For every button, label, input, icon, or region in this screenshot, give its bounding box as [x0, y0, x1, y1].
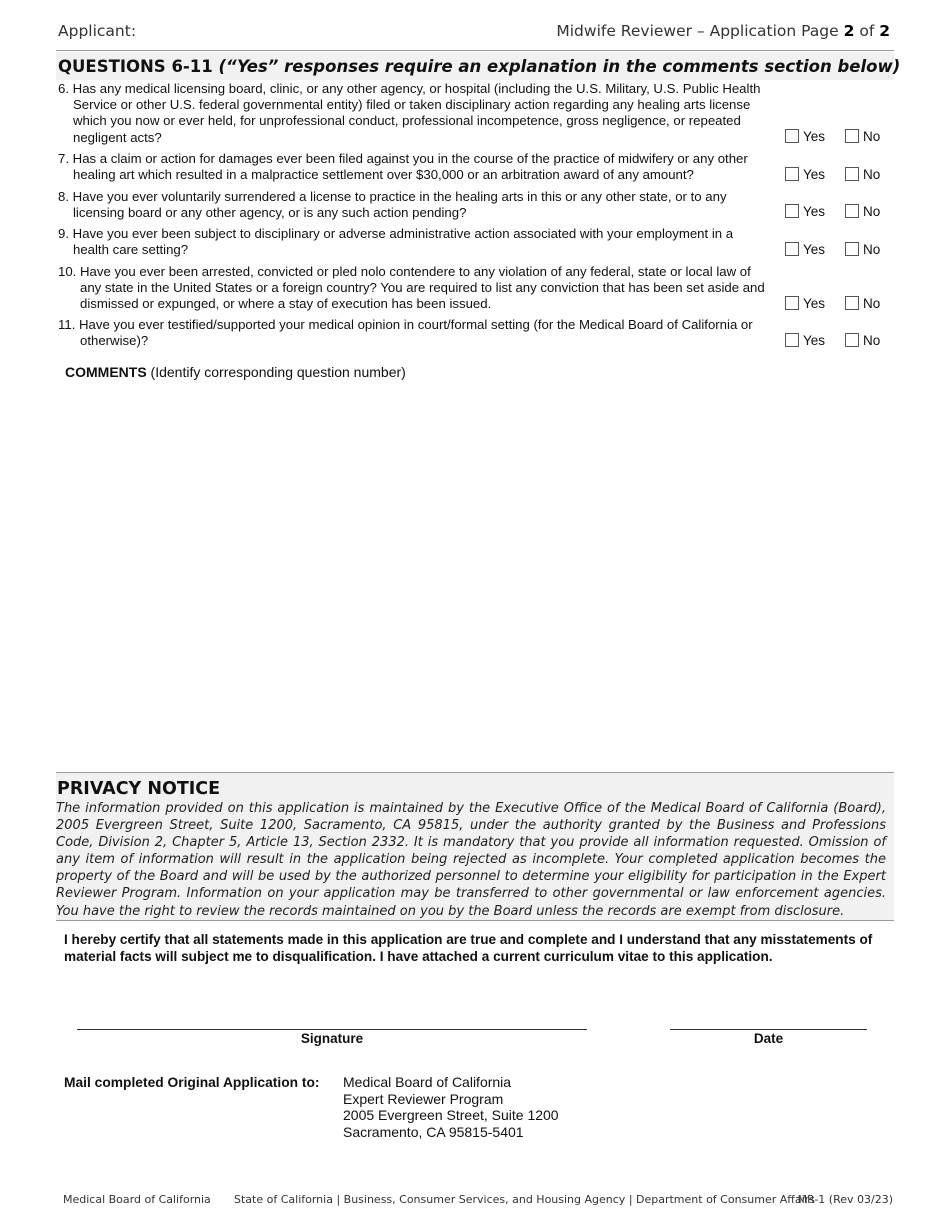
no-label: No [863, 242, 881, 257]
question-9-no[interactable] [845, 242, 880, 258]
mail-address-line: Medical Board of California [343, 1074, 512, 1090]
yes-label: Yes [803, 129, 826, 144]
question-7-yes[interactable] [785, 167, 825, 183]
checkbox-no[interactable] [845, 129, 859, 143]
yes-label: Yes [803, 296, 826, 311]
question-8 [58, 189, 770, 221]
question-11 [58, 317, 770, 349]
questions-title-italic: (“Yes” responses require an explanation in the comments section below) [218, 57, 901, 76]
no-label: No [863, 296, 881, 311]
question-7-body [58, 151, 770, 183]
question-10-body [58, 264, 770, 313]
date-label: Date [753, 1031, 784, 1046]
questions-title [58, 57, 900, 76]
question-text: Have you ever been subject to disciplinary or adverse administrative action associated with your employment in a health care setting? [72, 226, 734, 258]
date-line[interactable] [670, 1029, 867, 1030]
question-7 [58, 151, 770, 183]
question-11-no[interactable] [845, 333, 880, 349]
yes-label: Yes [803, 167, 826, 182]
signature-label: Signature [300, 1031, 364, 1046]
header-divider [56, 50, 894, 51]
question-9-body [58, 226, 770, 258]
question-7-no[interactable] [845, 167, 880, 183]
checkbox-no[interactable] [845, 333, 859, 347]
question-6-answer [785, 129, 881, 145]
questions-title-bold: QUESTIONS 6-11 [58, 57, 219, 76]
no-label: No [863, 167, 881, 182]
question-number: 10. [58, 264, 77, 279]
mail-address-line: Expert Reviewer Program [343, 1090, 504, 1107]
certification-statement: I hereby certify that all statements made in this application are true and complete and I understand that any misstatements of material facts will subject me to disqualification. I have attached a current curriculum vitae to this application. [64, 932, 873, 964]
checkbox-yes[interactable] [785, 242, 799, 256]
comments-label [65, 364, 406, 380]
page-of: of [854, 22, 880, 40]
checkbox-no[interactable] [845, 296, 859, 310]
question-11-yes[interactable] [785, 333, 825, 349]
question-text: Have you ever been arrested, convicted or pled nolo contendere to any violation of any federal, state or local law of any state in the United States or a foreign country? You are required to list any conviction that has been set aside and dismissed or expunged, or where a stay of execution has been issued. [80, 264, 765, 312]
privacy-notice-title: PRIVACY NOTICE [57, 779, 221, 799]
question-8-answer [785, 204, 881, 220]
question-number: 6. [58, 81, 69, 96]
question-6 [58, 81, 770, 146]
question-6-no[interactable] [845, 129, 880, 145]
question-6-body [58, 81, 770, 146]
comments-area[interactable] [58, 386, 894, 766]
question-number: 9. [58, 226, 69, 241]
question-text: Has any medical licensing board, clinic, or any other agency, or hospital (including the U.S. Military, U.S. Public Health Service or other U.S. federal governmental entity) filed or taken disciplinary action regarding any healing arts license which you now or ever held, for unprofessional conduct, professional incompetence, gross negligence, or repeated negligent acts? [72, 81, 761, 145]
checkbox-yes[interactable] [785, 296, 799, 310]
mail-address-line: 2005 Evergreen Street, Suite 1200 [343, 1107, 559, 1124]
checkbox-yes[interactable] [785, 167, 799, 181]
checkbox-yes[interactable] [785, 333, 799, 347]
checkbox-yes[interactable] [785, 204, 799, 218]
checkbox-no[interactable] [845, 204, 859, 218]
page-indicator-prefix: Midwife Reviewer – Application Page [556, 22, 844, 40]
privacy-notice-text: The information provided on this application is maintained by the Executive Office of the Medical Board of California (Board), 2005 Evergreen Street, Suite 1200, Sacramento, CA 95815, under the authority granted by the Business and Professions Code, Division 2, Chapter 5, Article 13, Section 2332. It is mandatory that you provide all information requested. Omission of any item of information will result in the application being rejected as incomplete. Your completed application becomes the property of the Board and will be used by the authorized personnel to determine your eligibility for participation in the Expert Reviewer Program. Information on your application may be transferred to other governmental or law enforcement agencies. You have the right to review the records maintained on you by the Board unless the records are exempt from disclosure. [56, 801, 886, 919]
mail-address [343, 1074, 559, 1140]
question-8-no[interactable] [845, 204, 880, 220]
question-9-yes[interactable] [785, 242, 825, 258]
footer-form-number: MR-1 (Rev 03/23) [797, 1193, 893, 1206]
comments-label-bold: COMMENTS [65, 364, 147, 380]
question-text: Have you ever voluntarily surrendered a license to practice in the healing arts in this or any other state, or to any licensing board or any other agency, or is any such action pending? [72, 189, 727, 221]
page-total: 2 [879, 22, 890, 40]
question-10-yes[interactable] [785, 296, 825, 312]
checkbox-no[interactable] [845, 242, 859, 256]
footer-board-name: Medical Board of California [63, 1193, 211, 1206]
question-8-body [58, 189, 770, 221]
question-8-yes[interactable] [785, 204, 825, 220]
no-label: No [863, 129, 881, 144]
question-10 [58, 264, 770, 313]
yes-label: Yes [803, 242, 826, 257]
question-text: Have you ever testified/supported your medical opinion in court/formal setting (for the Medical Board of California or otherwise)? [79, 317, 753, 349]
checkbox-no[interactable] [845, 167, 859, 181]
footer-agency: State of California | Business, Consumer Services, and Housing Agency | Department of Consumer Affairs [234, 1193, 815, 1206]
mail-address-line: Sacramento, CA 95815-5401 [343, 1123, 524, 1140]
comments-label-rest: (Identify corresponding question number) [146, 364, 406, 380]
question-10-no[interactable] [845, 296, 880, 312]
question-11-answer [785, 333, 881, 349]
no-label: No [863, 333, 881, 348]
question-number: 7. [58, 151, 69, 166]
applicant-label: Applicant: [58, 22, 137, 40]
yes-label: Yes [803, 204, 826, 219]
signature-line[interactable] [77, 1029, 587, 1030]
checkbox-yes[interactable] [785, 129, 799, 143]
yes-label: Yes [803, 333, 826, 348]
no-label: No [863, 204, 881, 219]
page-current: 2 [843, 22, 855, 40]
question-11-body [58, 317, 770, 349]
mail-label: Mail completed Original Application to: [64, 1075, 320, 1090]
question-number: 8. [58, 189, 69, 204]
question-6-yes[interactable] [785, 129, 825, 145]
question-9 [58, 226, 770, 258]
question-9-answer [785, 242, 881, 258]
question-text: Has a claim or action for damages ever been filed against you in the course of the practice of midwifery or any other healing art which resulted in a malpractice settlement over $30,000 or an arbitration award of any amount? [72, 151, 748, 183]
question-number: 11. [58, 317, 76, 332]
question-10-answer [785, 296, 881, 312]
question-7-answer [785, 167, 881, 183]
page-indicator [556, 22, 890, 40]
